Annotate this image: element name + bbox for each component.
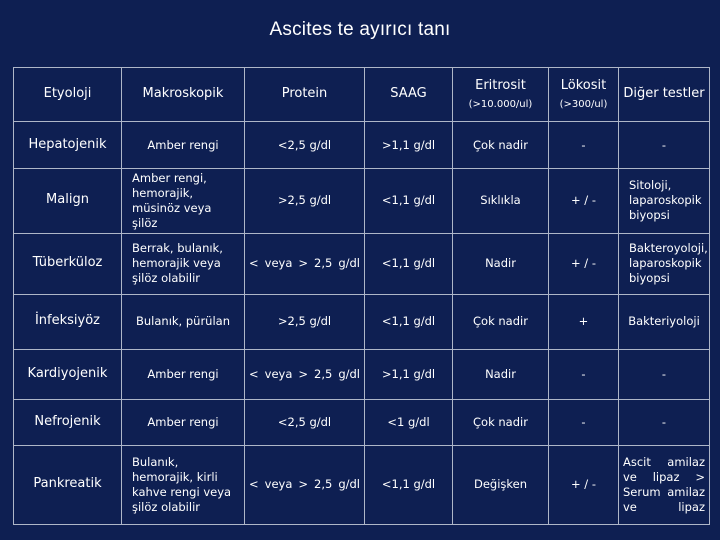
cell-makroskopik: Amber rengi bbox=[122, 122, 245, 169]
cell-makroskopik: Bulanık, hemorajik, kirli kahve rengi veya şilöz olabilir bbox=[122, 445, 245, 524]
cell-saag: >1,1 g/dl bbox=[365, 122, 453, 169]
header-makroskopik: Makroskopik bbox=[122, 68, 245, 122]
cell-protein: < veya > 2,5 g/dl bbox=[245, 233, 365, 294]
cell-eritrosit: Çok nadir bbox=[453, 122, 549, 169]
header-saag: SAAG bbox=[365, 68, 453, 122]
cell-lokosit: - bbox=[549, 349, 619, 399]
table-row bbox=[14, 122, 710, 169]
cell-etyoloji: Kardiyojenik bbox=[14, 349, 122, 399]
header-lokosit bbox=[549, 68, 619, 122]
cell-lokosit: - bbox=[549, 399, 619, 445]
cell-lokosit: + bbox=[549, 294, 619, 349]
cell-lokosit: + / - bbox=[549, 169, 619, 234]
header-etyoloji: Etyoloji bbox=[14, 68, 122, 122]
cell-etyoloji: Tüberküloz bbox=[14, 233, 122, 294]
table-row bbox=[14, 349, 710, 399]
cell-etyoloji: Pankreatik bbox=[14, 445, 122, 524]
cell-saag: >1,1 g/dl bbox=[365, 349, 453, 399]
header-diger: Diğer testler bbox=[619, 68, 710, 122]
header-eritrosit-unit: (>10.000/ul) bbox=[468, 98, 533, 110]
cell-etyoloji: İnfeksiyöz bbox=[14, 294, 122, 349]
cell-eritrosit: Nadir bbox=[453, 349, 549, 399]
table-row bbox=[14, 169, 710, 234]
cell-makroskopik: Bulanık, pürülan bbox=[122, 294, 245, 349]
cell-saag: <1,1 g/dl bbox=[365, 294, 453, 349]
cell-saag: <1,1 g/dl bbox=[365, 233, 453, 294]
cell-protein: >2,5 g/dl bbox=[245, 294, 365, 349]
cell-diger: - bbox=[619, 122, 710, 169]
cell-makroskopik: Amber rengi, hemorajik, müsinöz veya şilöz bbox=[122, 169, 245, 234]
cell-diger: Sitoloji, laparoskopik biyopsi bbox=[619, 169, 710, 234]
cell-makroskopik: Berrak, bulanık, hemorajik veya şilöz olabilir bbox=[122, 233, 245, 294]
cell-makroskopik: Amber rengi bbox=[122, 349, 245, 399]
table-row bbox=[14, 294, 710, 349]
cell-eritrosit: Değişken bbox=[453, 445, 549, 524]
cell-eritrosit: Nadir bbox=[453, 233, 549, 294]
slide-title: Ascites te ayırıcı tanı bbox=[269, 19, 451, 40]
cell-protein: < veya > 2,5 g/dl bbox=[245, 349, 365, 399]
cell-lokosit: + / - bbox=[549, 445, 619, 524]
cell-protein: <2,5 g/dl bbox=[245, 399, 365, 445]
cell-diger: - bbox=[619, 399, 710, 445]
cell-saag: <1,1 g/dl bbox=[365, 445, 453, 524]
header-eritrosit bbox=[453, 68, 549, 122]
table-row bbox=[14, 399, 710, 445]
cell-protein: >2,5 g/dl bbox=[245, 169, 365, 234]
cell-protein: <2,5 g/dl bbox=[245, 122, 365, 169]
table-row bbox=[14, 445, 710, 524]
cell-lokosit: + / - bbox=[549, 233, 619, 294]
cell-lokosit: - bbox=[549, 122, 619, 169]
cell-etyoloji: Nefrojenik bbox=[14, 399, 122, 445]
cell-diger: Bakteriyoloji bbox=[619, 294, 710, 349]
cell-makroskopik: Amber rengi bbox=[122, 399, 245, 445]
header-eritrosit-label: Eritrosit bbox=[475, 78, 526, 94]
cell-etyoloji: Malign bbox=[14, 169, 122, 234]
cell-protein: < veya > 2,5 g/dl bbox=[245, 445, 365, 524]
cell-saag: <1 g/dl bbox=[365, 399, 453, 445]
cell-eritrosit: Çok nadir bbox=[453, 294, 549, 349]
cell-eritrosit: Çok nadir bbox=[453, 399, 549, 445]
header-row bbox=[14, 68, 710, 122]
header-lokosit-label: Lökosit bbox=[560, 78, 607, 94]
cell-etyoloji: Hepatojenik bbox=[14, 122, 122, 169]
cell-diger: Bakteroyoloji, laparoskopik biyopsi bbox=[619, 233, 710, 294]
ascites-table bbox=[13, 67, 710, 525]
cell-diger: - bbox=[619, 349, 710, 399]
cell-diger: Ascit amilaz ve lipaz > Serum amilaz ve lipaz bbox=[619, 445, 710, 524]
header-lokosit-unit: (>300/ul) bbox=[559, 98, 608, 110]
cell-saag: <1,1 g/dl bbox=[365, 169, 453, 234]
header-protein: Protein bbox=[245, 68, 365, 122]
table-row bbox=[14, 233, 710, 294]
cell-eritrosit: Sıklıkla bbox=[453, 169, 549, 234]
